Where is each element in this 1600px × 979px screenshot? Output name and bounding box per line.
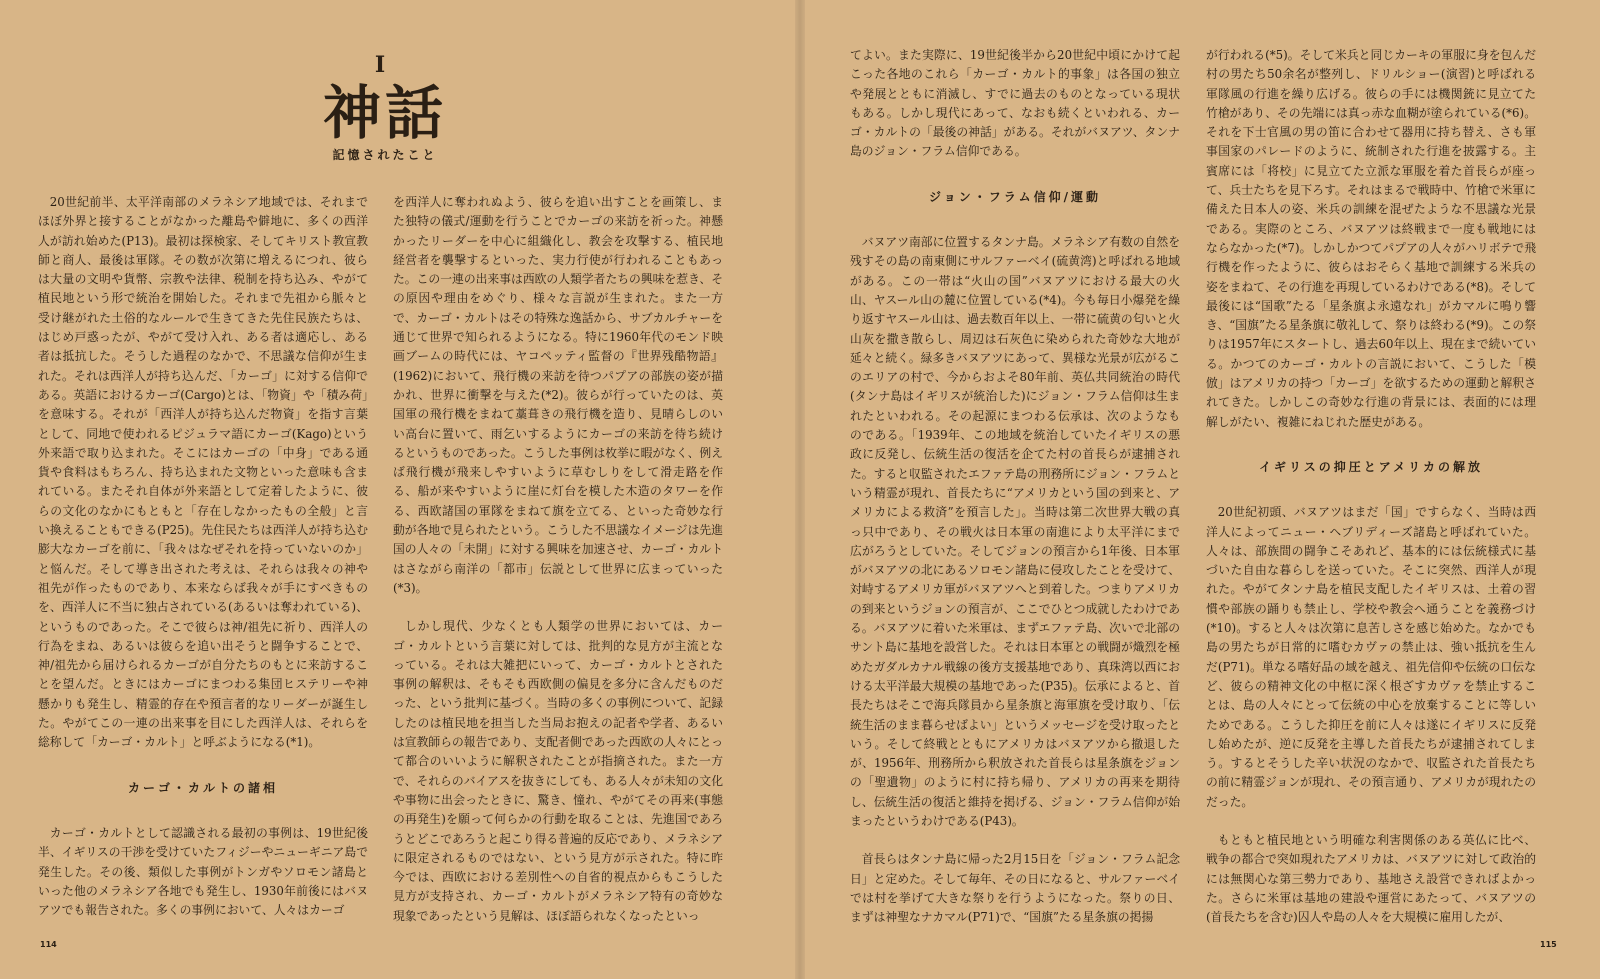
chapter-title: 神話 [322,79,447,147]
body-paragraph: もともと植民地という明確な利害関係のある英仏に比べ、戦争の都合で突如現れたアメリカは、バヌアツに対して政治的には無関心な第三勢力であり、基地さえ設営できればよかった。さらに米軍は基地の建設や運営にあたって、バヌアツの(首長たちを含む)囚人や島の人々を大規模に雇用したが、 [1206,832,1536,925]
body-paragraph: 20世紀初頭、バヌアツはまだ「国」ですらなく、当時は西洋人によってニュー・ヘブリディーズ諸島と呼ばれていた。人々は、部族間の闘争こそあれど、基本的には伝統様式に基づいた自由な暮らしを送っていた。そこに突然、西洋人が現れた。やがてタンナ島を植民支配したイギリスは、土着の習慣や部族の踊りも禁止し、学校や教会へ通うことを義務づけ(*10)。すると人々は次第に息苦しさを感じ始めた。なかでも島の男たちが日常的に嗜むカヴァの禁止は、強い抵抗を生んだ(P71)。単なる嗜好品の域を越え、祖先信仰や伝統の口伝など、彼らの精神文化の中枢に深く根ざすカヴァを禁止することは、島の人々にとって伝統の中心を放棄することに等しいためである。こうした抑圧を前に人々は遂にイギリスに反発し始めたが、逆に反発を主導した首長たちが逮捕されてしまう。するとそうした辛い状況のなかで、収監された首長たちの前に精霊ジョンが現れ、その預言通り、アメリカが現れたのだった。 [1206,505,1536,809]
body-paragraph: バヌアツ南部に位置するタンナ島。メラネシア有数の自然を残すその島の南東側にサルファーベイ(硫黄湾)と呼ばれる地域がある。この一帯は“火山の国”バヌアツにおける最大の火山、ヤスール山の麓に位置している(*4)。今も毎日小爆発を繰り返すヤスール山は、過去数百年以上、一帯に硫黄の匂いと火山灰を撒き散らし、周辺は石灰色に染められた奇妙な大地が延々と続く。緑多きバヌアツにあって、異様な光景が広がるこのエリアの村で、今からおよそ80年前、英仏共同統治の時代(タンナ島はイギリスが統治した)にジョン・フラム信仰は生まれたといわれる。その起源にまつわる伝承は、次のようなものである。「1939年、この地域を統治していたイギリスの悪政に反発し、伝統生活の復活を企てた村の首長らが逮捕された。すると収監されたエファテ島の刑務所にジョン・フラムという精霊が現れ、首長たちに“アメリカという国の到来と、アメリカによる救済”を預言した」。当時は第二次世界大戦の真っ只中であり、その戦火は日本軍の南進により太平洋にまで広がろうとしていた。そしてジョンの預言から1年後、日本軍がバヌアツの北にあるソロモン諸島に侵攻したことを受けて、対峙するアメリカ軍がバヌアツへと到着した。つまりアメリカの到来というジョンの預言が、ここでひとつ成就したわけである。バヌアツに着いた米軍は、まずエファテ島、次いで北部のサント島に基地を設営した。それは日本軍との戦闘が熾烈を極めたガダルカナル戦線の後方支援基地であり、真珠湾以西における太平洋最大規模の基地であった(P35)。伝承によると、首長たちはそこで海兵隊員から星条旗と海軍旗を受け取り、「伝統生活のまま暮らせばよい」というメッセージを受け取ったという。そして終戦とともにアメリカはバヌアツから撤退したが、1956年、刑務所から釈放された首長らは星条旗をジョンの「聖遺物」のように村に持ち帰り、アメリカの再来を期待し、伝統生活の復活と維持を掲げる、ジョン・フラム信仰が始まったというわけである(P43)。 [850,235,1180,828]
chapter-subtitle: 記憶されたこと [332,148,438,162]
section-heading: イギリスの抑圧とアメリカの解放 [1259,459,1483,474]
right-column-2 [1206,46,1536,927]
body-paragraph: 20世紀前半、太平洋南部のメラネシア地域では、それまでほぼ外界と接することがなかった離島や僻地に、多くの西洋人が訪れ始めた(P13)。最初は探検家、そしてキリスト教宣教師と商人、最後は軍隊。その数が次第に増えるにつれ、彼らは大量の文明や貨幣、宗教や法律、税制を持ち込み、やがて植民地という形で統治を開始した。それまで先祖から脈々と受け継がれた土俗的なルールで生きてきた先住民族たちは、はじめ戸惑ったが、やがて受け入れ、ある者は適応し、ある者は抵抗した。そうした過程のなかで、不思議な信仰が生まれた。それは西洋人が持ち込んだ、「カーゴ」に対する信仰である。英語におけるカーゴ(Cargo)とは、「物資」や「積み荷」を意味する。それが「西洋人が持ち込んだ物資」を指す言葉として、同地で使われるピジュラマ語にカーゴ(Kago)という外来語で取り込まれた。そこにはカーゴの「中身」である通貨や食料はもちろん、持ち込まれた文物といった意味も含まれている。またそれ自体が外来語として定着したように、彼らの文化のなかにもともと「存在しなかったもの全般」と言い換えることもできる(P25)。先住民たちは西洋人が持ち込む膨大なカーゴを前に、「我々はなぜそれを持っていないのか」と悩んだ。そして導き出された考えは、それらは我々の神や祖先が作ったものであり、本来ならば我々が手にすべきものを、西洋人に不当に独占されている(あるいは奪われている)、というものであった。そこで彼らは神/祖先に祈り、西洋人の行為をまね、あるいは彼らを追い出そうと闘争することで、神/祖先から届けられるカーゴが自分たちのもとに来訪することを望んだ。ときにはカーゴにまつわる集団ヒステリーや神懸かりも発生し、精霊的存在や預言者的なリーダーが誕生した。やがてこの一連の出来事を目にした西洋人は、それらを総称して「カーゴ・カルト」と呼ぶようになる(*1)。 [38,195,368,750]
page-number-left: 114 [40,940,57,949]
right-column-1 [850,46,1180,927]
left-column-2 [393,193,723,926]
body-paragraph: カーゴ・カルトとして認識される最初の事例は、19世紀後半、イギリスの干渉を受けていたフィジーやニューギニア島で発生した。その後、類似した事例がトンガやソロモン諸島といった他のメラネシア各地でも発生し、1930年前後にはバヌアツでも報告された。多くの事例において、人々はカーゴ [38,825,368,918]
gutter [795,0,805,979]
left-column-1 [38,193,368,920]
body-paragraph: しかし現代、少なくとも人類学の世界においては、カーゴ・カルトという言葉に対しては、批判的な見方が主流となっている。それは大雑把にいって、カーゴ・カルトとされた事例の解釈は、そもそも西欧側の偏見を多分に含んだものだった、という批判に基づく。当時の多くの事例について、記録したのは植民地を担当した当局お抱えの記者や学者、あるいは宣教師らの報告であり、支配者側であった西欧の人々にとって都合のいいように解釈されたことが指摘された。また一方で、それらのバイアスを抜きにしても、ある人々が未知の文化や事物に出会ったときに、驚き、憧れ、やがてその再来(事態の再発生)を願って何らかの行動を取ることは、先進国であろうとどこであろうと起こり得る普遍的反応であり、メラネシアに限定されるものではない、という見方が示された。特に昨今では、西欧における差別性への自省的視点からもこうした見方が支持され、カーゴ・カルトがメラネシア特有の奇妙な現象であったという見解は、ほぼ語られなくなったといっ [393,619,723,923]
chapter-number: I [374,52,386,78]
body-paragraph: が行われる(*5)。そして米兵と同じカーキの軍服に身を包んだ村の男たち50余名が整列し、ドリルショー(演習)と呼ばれる軍隊風の行進を繰り広げる。彼らの手には機関銃に見立てた竹槍があり、その先端には真っ赤な血糊が塗られている(*6)。それを下士官風の男の笛に合わせて器用に持ち替え、さも軍事国家のパレードのように、統制された行進を披露する。主賓席には「将校」に見立てた立派な軍服を着た首長らが座って、兵士たちを見下ろす。それはまるで戦時中、竹槍で米軍に備えた日本人の姿、米兵の訓練を混ぜたような不思議な光景である。実際のところ、バヌアツは終戦まで一度も戦地にはならなかった(*7)。しかしかつてパプアの人々がハリボテで飛行機を作ったように、彼らはおそらく基地で訓練する米兵の姿をまねて、その行進を再現しているわけである(*8)。そして最後には“国歌”たる「星条旗よ永遠なれ」がカマルに鳴り響き、“国旗”たる星条旗に敬礼して、祭りは終わる(*9)。この祭りは1957年にスタートし、過去60年以上、現在まで続いている。かつてのカーゴ・カルトの言説において、こうした「模倣」はアメリカの持つ「カーゴ」を欲するための運動と解釈されてきた。しかしこの奇妙な行進の背景には、表面的には理解しがたい、複雑にねじれた歴史がある。 [1206,48,1536,429]
page-number-right: 115 [1540,940,1557,949]
right-page [810,0,1600,979]
body-paragraph: 首長らはタンナ島に帰った2月15日を「ジョン・フラム記念日」と定めた。そして毎年、その日になると、サルファーベイでは村を挙げて大きな祭りを行うようになった。祭りの日、まずは神聖なナカマル(P71)で、“国旗”たる星条旗の掲揚 [850,852,1180,925]
section-heading: カーゴ・カルトの諸相 [127,780,278,795]
left-page [0,0,790,979]
body-paragraph: てよい。また実際に、19世紀後半から20世紀中頃にかけて起こった各地のこれら「カーゴ・カルト的事象」は各国の独立や発展とともに消滅し、すでに過去のものとなっている現状もある。しかし現代にあって、なおも続くといわれる、カーゴ・カルトの「最後の神話」がある。それがバヌアツ、タンナ島のジョン・フラム信仰である。 [850,48,1180,159]
section-heading: ジョン・フラム信仰/運動 [928,189,1102,204]
body-paragraph: を西洋人に奪われぬよう、彼らを追い出すことを画策し、また独特の儀式/運動を行うことでカーゴの来訪を祈った。神懸かったリーダーを中心に組織化し、教会を攻撃する、植民地経営者を襲撃するといった、実力行使が行われることもあった。この一連の出来事は西欧の人類学者たちの興味を惹き、その原因や理由をめぐり、様々な言説が生まれた。また一方で、カーゴ・カルトはその特殊な逸話から、サブカルチャーを通じて世界で知られるようになる。特に1960年代のモンド映画ブームの時代には、ヤコペッティ監督の『世界残酷物語』(1962)において、飛行機の来訪を待つパプアの部族の姿が描かれ、世界に衝撃を与えた(*2)。彼らが行っていたのは、英国軍の飛行機をまねて藁葺きの飛行機を造り、見晴らしのいい高台に置いて、雨乞いするようにカーゴの来訪を待ち続けるというものであった。こうした事例は枚挙に暇がなく、例えば飛行機が飛来しやすいように草むしりをして滑走路を作る、船が来やすいように崖に灯台を模した木造のタワーを作る、西欧諸国の軍隊をまねて旗を立てる、といった奇妙な行動が各地で見られたという。こうした不思議なイメージは先進国の人々の「未開」に対する興味を加速させ、カーゴ・カルトはさながら南洋の「都市」伝説として世界に広まっていった(*3)。 [393,195,723,595]
